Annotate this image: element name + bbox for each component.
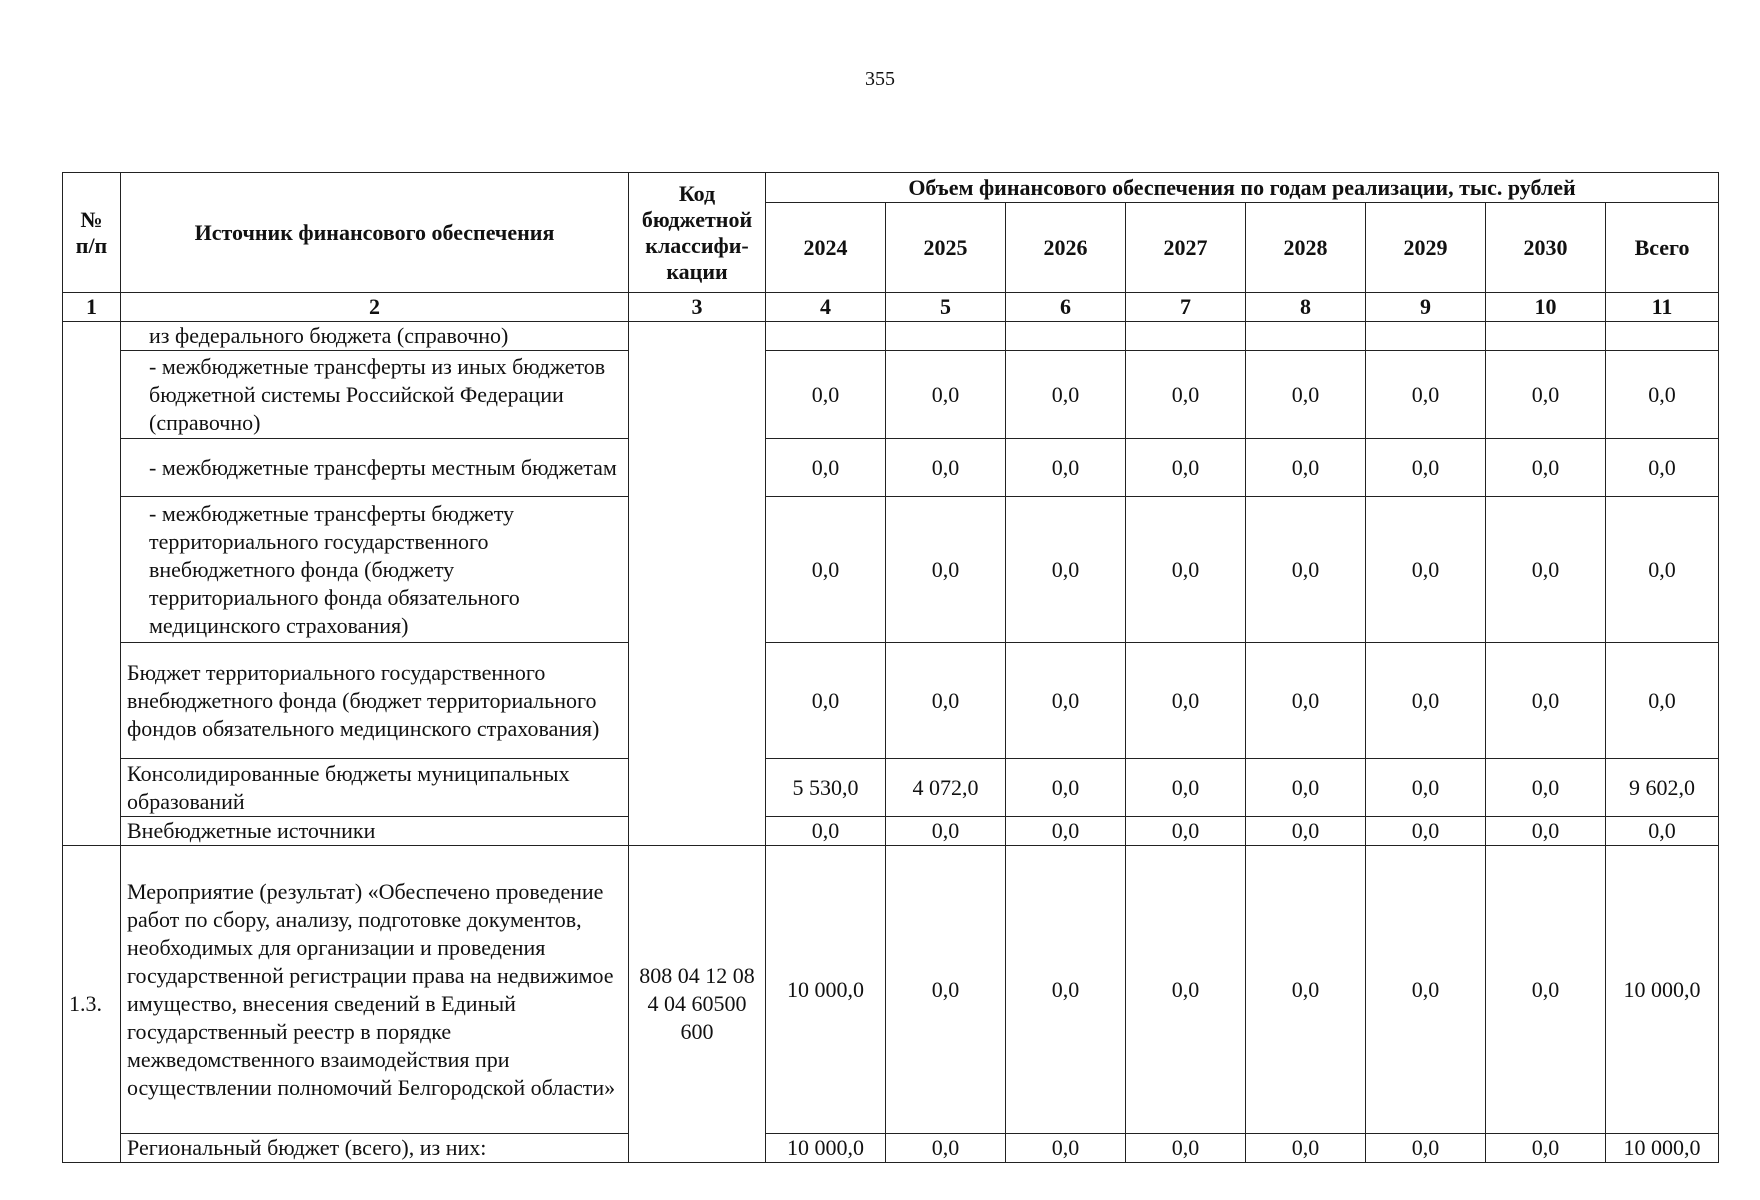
value-cell: 0,0 xyxy=(886,351,1006,439)
value-cell: 0,0 xyxy=(886,846,1006,1134)
value-cell: 0,0 xyxy=(766,351,886,439)
table-row xyxy=(63,351,1719,439)
value-cell xyxy=(766,322,886,351)
value-cell: 10 000,0 xyxy=(1606,1134,1719,1163)
page-number: 355 xyxy=(865,68,895,90)
header-code: Код бюджетной классифи-кации xyxy=(629,173,766,293)
value-cell: 0,0 xyxy=(1246,439,1366,497)
value-cell: 0,0 xyxy=(1126,643,1246,759)
value-cell: 9 602,0 xyxy=(1606,759,1719,817)
value-cell: 0,0 xyxy=(1486,439,1606,497)
value-cell: 0,0 xyxy=(1366,643,1486,759)
value-cell: 0,0 xyxy=(766,439,886,497)
value-cell: 0,0 xyxy=(1486,817,1606,846)
source-cell: - межбюджетные трансферты из иных бюджетов бюджетной системы Российской Федерации (справочно) xyxy=(121,351,629,439)
table-row xyxy=(63,759,1719,817)
value-cell: 0,0 xyxy=(1006,817,1126,846)
value-cell: 0,0 xyxy=(1006,759,1126,817)
source-cell: Внебюджетные источники xyxy=(121,817,629,846)
value-cell: 0,0 xyxy=(766,497,886,643)
value-cell: 0,0 xyxy=(886,439,1006,497)
value-cell: 10 000,0 xyxy=(766,846,886,1134)
value-cell: 0,0 xyxy=(1486,497,1606,643)
value-cell xyxy=(1486,322,1606,351)
value-cell xyxy=(1606,322,1719,351)
value-cell: 0,0 xyxy=(1606,351,1719,439)
column-number: 11 xyxy=(1606,293,1719,322)
value-cell: 0,0 xyxy=(1126,497,1246,643)
header-year: 2030 xyxy=(1486,203,1606,293)
header-year: 2025 xyxy=(886,203,1006,293)
header-num: № п/п xyxy=(63,173,121,293)
source-cell: Мероприятие (результат) «Обеспечено проведение работ по сбору, анализу, подготовке документов, необходимых для организации и проведения государственной регистрации права на недвижимое имущество, внесения сведений в Единый государственный реестр в порядке межведомственного взаимодействия при осуществлении полномочий Белгородской области» xyxy=(121,846,629,1134)
column-number: 7 xyxy=(1126,293,1246,322)
value-cell: 10 000,0 xyxy=(766,1134,886,1163)
value-cell: 0,0 xyxy=(1486,1134,1606,1163)
value-cell: 0,0 xyxy=(1126,1134,1246,1163)
column-number: 6 xyxy=(1006,293,1126,322)
column-number: 2 xyxy=(121,293,629,322)
num-cell xyxy=(63,322,121,846)
value-cell: 0,0 xyxy=(1006,439,1126,497)
value-cell xyxy=(1246,322,1366,351)
value-cell xyxy=(1006,322,1126,351)
table-row xyxy=(63,643,1719,759)
value-cell: 0,0 xyxy=(766,643,886,759)
source-cell: - межбюджетные трансферты бюджету территориального государственного внебюджетного фонда (бюджету территориального фонда обязательного медицинского страхования) xyxy=(121,497,629,643)
column-number: 1 xyxy=(63,293,121,322)
value-cell: 0,0 xyxy=(1366,351,1486,439)
source-cell: - межбюджетные трансферты местным бюджетам xyxy=(121,439,629,497)
column-number: 8 xyxy=(1246,293,1366,322)
value-cell: 0,0 xyxy=(1486,351,1606,439)
table-row xyxy=(63,497,1719,643)
value-cell: 0,0 xyxy=(1246,643,1366,759)
column-number: 3 xyxy=(629,293,766,322)
value-cell: 0,0 xyxy=(886,497,1006,643)
value-cell: 0,0 xyxy=(886,1134,1006,1163)
value-cell: 0,0 xyxy=(1606,817,1719,846)
value-cell: 0,0 xyxy=(1006,846,1126,1134)
header-volume: Объем финансового обеспечения по годам реализации, тыс. рублей xyxy=(766,173,1719,203)
source-cell: Бюджет территориального государственного внебюджетного фонда (бюджет территориального фондов обязательного медицинского страхования) xyxy=(121,643,629,759)
source-cell: Консолидированные бюджеты муниципальных образований xyxy=(121,759,629,817)
value-cell: 0,0 xyxy=(1126,351,1246,439)
value-cell: 0,0 xyxy=(1246,351,1366,439)
value-cell: 0,0 xyxy=(1606,643,1719,759)
header-year: 2029 xyxy=(1366,203,1486,293)
value-cell: 0,0 xyxy=(1246,846,1366,1134)
header-year: 2026 xyxy=(1006,203,1126,293)
value-cell: 0,0 xyxy=(1606,439,1719,497)
value-cell: 0,0 xyxy=(1246,759,1366,817)
value-cell: 5 530,0 xyxy=(766,759,886,817)
value-cell: 0,0 xyxy=(1126,817,1246,846)
table-row xyxy=(63,846,1719,1134)
value-cell: 0,0 xyxy=(1126,439,1246,497)
column-number: 4 xyxy=(766,293,886,322)
value-cell: 0,0 xyxy=(1126,759,1246,817)
table-row xyxy=(63,817,1719,846)
row-number: 1.3. xyxy=(63,846,121,1163)
value-cell: 0,0 xyxy=(1606,497,1719,643)
value-cell xyxy=(1126,322,1246,351)
value-cell: 0,0 xyxy=(1246,817,1366,846)
value-cell: 0,0 xyxy=(886,817,1006,846)
source-cell: из федерального бюджета (справочно) xyxy=(121,322,629,351)
value-cell: 0,0 xyxy=(1366,759,1486,817)
column-number: 10 xyxy=(1486,293,1606,322)
header-year: 2027 xyxy=(1126,203,1246,293)
value-cell: 0,0 xyxy=(1486,643,1606,759)
value-cell: 0,0 xyxy=(1006,643,1126,759)
header-year: 2028 xyxy=(1246,203,1366,293)
value-cell: 0,0 xyxy=(1366,846,1486,1134)
value-cell xyxy=(886,322,1006,351)
source-cell: Региональный бюджет (всего), из них: xyxy=(121,1134,629,1163)
value-cell: 0,0 xyxy=(1486,846,1606,1134)
table-row xyxy=(63,439,1719,497)
header-year: 2024 xyxy=(766,203,886,293)
header-total: Всего xyxy=(1606,203,1719,293)
value-cell: 4 072,0 xyxy=(886,759,1006,817)
value-cell: 0,0 xyxy=(1006,497,1126,643)
code-cell xyxy=(629,322,766,846)
header-source: Источник финансового обеспечения xyxy=(121,173,629,293)
value-cell: 0,0 xyxy=(1006,1134,1126,1163)
column-number: 9 xyxy=(1366,293,1486,322)
value-cell: 0,0 xyxy=(1246,1134,1366,1163)
financing-table xyxy=(62,172,1719,1163)
value-cell: 0,0 xyxy=(1246,497,1366,643)
table-row xyxy=(63,1134,1719,1163)
value-cell: 0,0 xyxy=(1126,846,1246,1134)
column-number: 5 xyxy=(886,293,1006,322)
value-cell: 0,0 xyxy=(766,817,886,846)
value-cell: 0,0 xyxy=(1366,817,1486,846)
value-cell: 0,0 xyxy=(1486,759,1606,817)
value-cell: 10 000,0 xyxy=(1606,846,1719,1134)
budget-code: 808 04 12 08 4 04 60500 600 xyxy=(629,846,766,1163)
value-cell: 0,0 xyxy=(1006,351,1126,439)
value-cell xyxy=(1366,322,1486,351)
table-row xyxy=(63,322,1719,351)
value-cell: 0,0 xyxy=(1366,1134,1486,1163)
column-numbers-row xyxy=(63,293,1719,322)
value-cell: 0,0 xyxy=(886,643,1006,759)
value-cell: 0,0 xyxy=(1366,439,1486,497)
value-cell: 0,0 xyxy=(1366,497,1486,643)
